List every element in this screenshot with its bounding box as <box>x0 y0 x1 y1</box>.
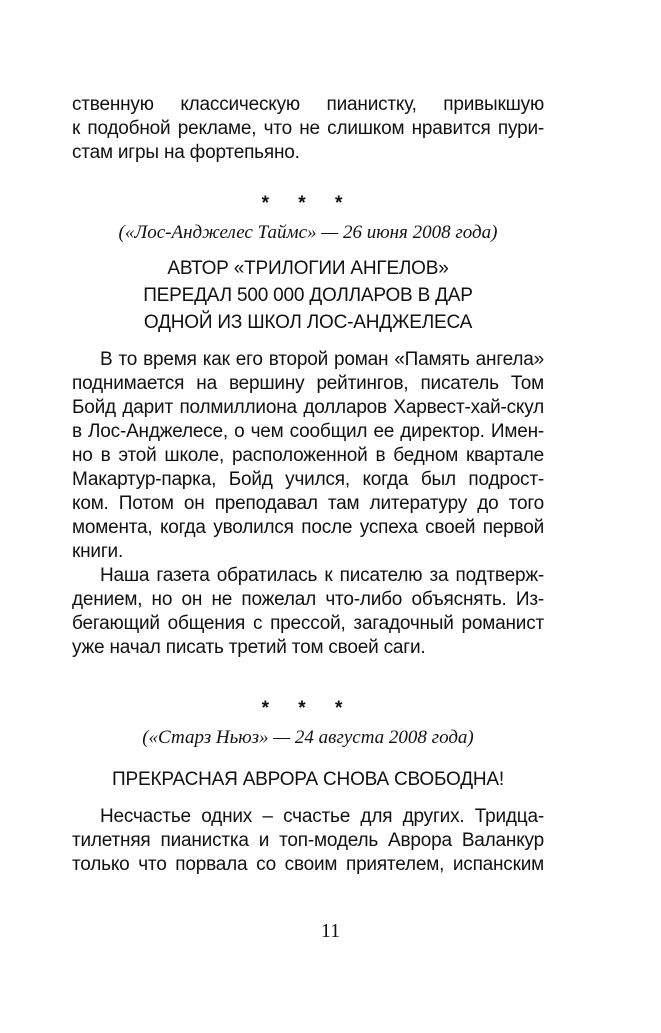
text-line: в Лос-Анджелесе, о чем сообщил ее директор. Имен- <box>72 421 544 442</box>
article-headline <box>72 255 544 336</box>
article-paragraph <box>72 805 544 877</box>
headline-line: АВТОР «ТРИЛОГИИ АНГЕЛОВ» <box>167 258 449 279</box>
section-separator: * * * <box>261 698 355 719</box>
text-line: книги. <box>72 541 124 562</box>
headline-line: ОДНОЙ ИЗ ШКОЛ ЛОС-АНДЖЕЛЕСА <box>143 312 473 333</box>
text-line: Макартур-парка, Бойд учился, когда был подрост- <box>72 469 544 490</box>
text-line: момента, когда уволился после успеха своей первой <box>72 517 544 538</box>
text-line: Несчастье одних – счастье для других. Тридца- <box>100 806 544 827</box>
text-line: но в этой школе, расположенной в бедном квартале <box>72 445 544 466</box>
source-citation: («Старз Ньюз» — 24 августа 2008 года) <box>142 727 474 748</box>
text-line: Бойд дарит полмиллиона долларов Харвест-хай-скул <box>72 397 544 418</box>
text-line: Наша газета обратилась к писателю за подтверж- <box>100 565 544 586</box>
source-citation: («Лос-Анджелес Таймс» — 26 июня 2008 года) <box>118 222 498 243</box>
text-line: только что порвала со своим приятелем, испанским <box>72 854 544 875</box>
text-line: ком. Потом он преподавал там литературу до того <box>72 493 544 514</box>
article-paragraph <box>72 348 544 564</box>
text-line: стам игры на фортепьяно. <box>72 142 300 163</box>
page-body <box>72 93 544 877</box>
article-paragraph <box>72 564 544 660</box>
page-number: 11 <box>320 920 341 942</box>
text-line: дением, но он не пожелал что-либо объяснять. Из- <box>72 589 544 610</box>
text-line: В то время как его второй роман «Память ангела» <box>100 349 544 370</box>
section-separator: * * * <box>261 193 355 214</box>
text-line: поднимается на вершину рейтингов, писатель Том <box>72 373 544 394</box>
text-line: тилетняя пианистка и топ-модель Аврора Валанкур <box>72 830 544 851</box>
text-line: бегающий общения с прессой, загадочный романист <box>72 613 544 634</box>
intro-paragraph <box>72 93 544 165</box>
article-headline: ПРЕКРАСНАЯ АВРОРА СНОВА СВОБОДНА! <box>112 769 504 790</box>
headline-line: ПЕРЕДАЛ 500 000 ДОЛЛАРОВ В ДАР <box>143 285 473 306</box>
text-line: ственную классическую пианистку, привыкшую <box>72 94 544 115</box>
text-line: уже начал писать третий том своей саги. <box>72 637 426 658</box>
text-line: к подобной рекламе, что не слишком нравится пури- <box>72 118 544 139</box>
